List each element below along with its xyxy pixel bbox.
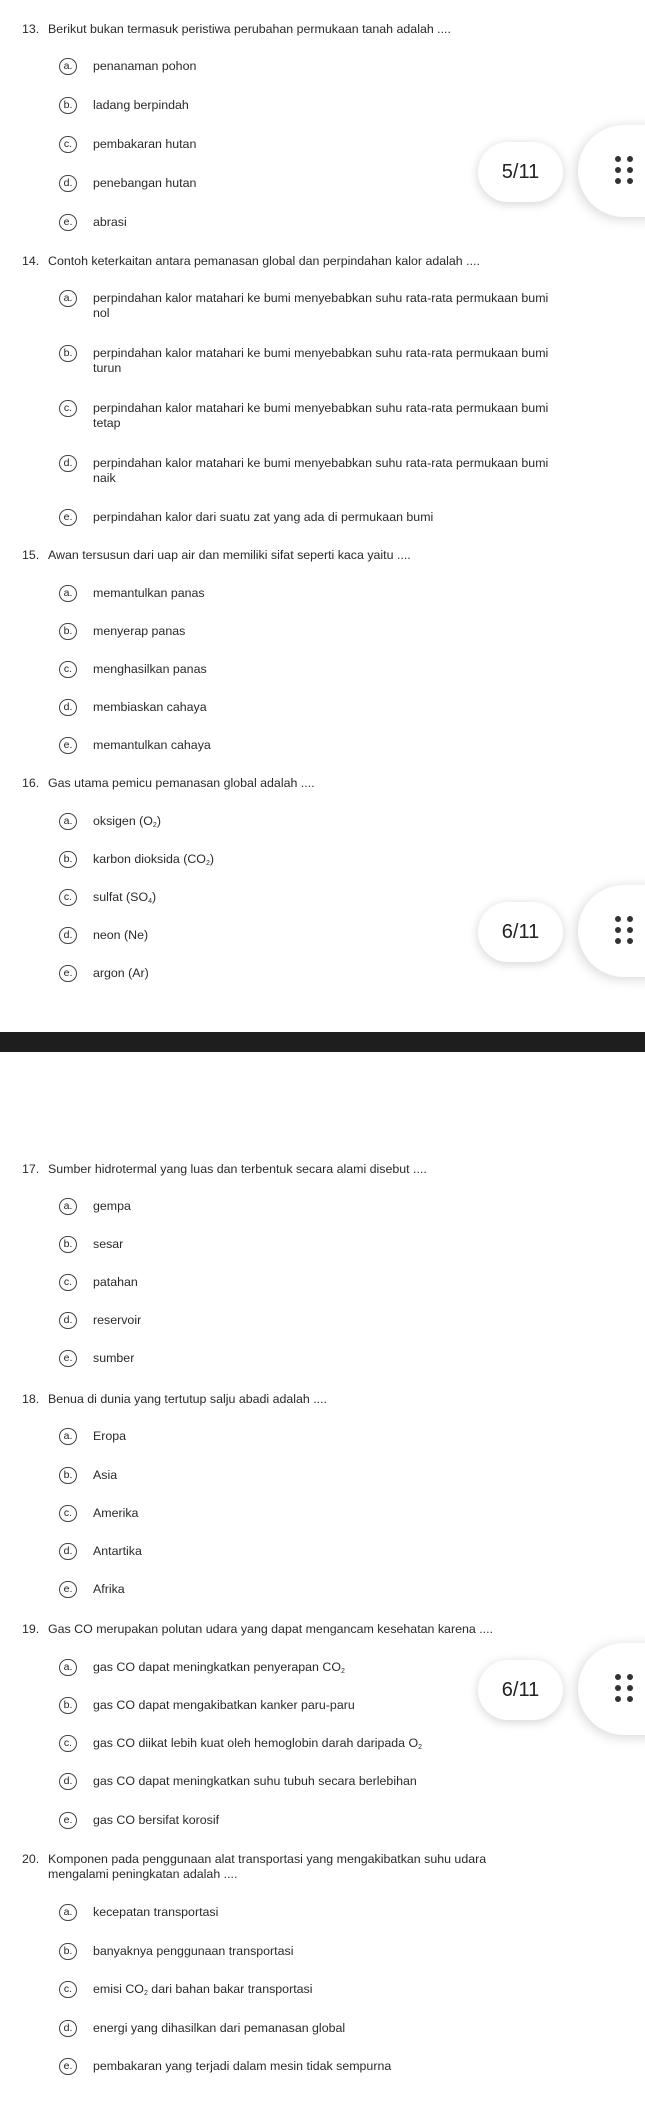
option-letter: c. <box>59 136 77 153</box>
option-19d[interactable]: d. gas CO dapat meningkatkan suhu tubuh secara berlebihan <box>59 1774 583 1789</box>
question-number: 15. <box>22 548 40 562</box>
more-dots-icon[interactable] <box>578 885 645 977</box>
option-16d[interactable]: d. neon (Ne) <box>59 928 583 943</box>
option-letter: e. <box>59 214 77 231</box>
option-19a[interactable]: a. gas CO dapat meningkatkan penyerapan $CO_2$ <box>59 1660 583 1679</box>
more-dots-icon[interactable] <box>578 125 645 217</box>
option-16b[interactable]: b. karbon dioksida $(CO_2)$ <box>59 852 583 871</box>
option-letter: b. <box>59 97 77 114</box>
option-16a[interactable]: a. oksigen $(O_2)$ <box>59 814 583 833</box>
question-15 <box>22 548 625 563</box>
option-letter: c. <box>59 1735 77 1752</box>
option-13b[interactable]: b. ladang berpindah <box>59 98 583 113</box>
option-18b[interactable]: b. Asia <box>59 1468 583 1483</box>
option-20b[interactable]: b. banyaknya penggunaan transportasi <box>59 1944 583 1959</box>
option-letter: b. <box>59 851 77 868</box>
option-letter: d. <box>59 1773 77 1790</box>
question-text: Sumber hidrotermal yang luas dan terbentuk secara alami disebut .... <box>48 1162 427 1176</box>
option-14e[interactable]: e. perpindahan kalor dari suatu zat yang ada di permukaan bumi <box>59 510 583 525</box>
option-letter: a. <box>59 1659 77 1676</box>
option-19b[interactable]: b. gas CO dapat mengakibatkan kanker paru-paru <box>59 1698 583 1713</box>
option-13c[interactable]: c. pembakaran hutan <box>59 137 583 152</box>
page-indicator[interactable]: 5/11 <box>478 142 563 202</box>
option-14d[interactable]: d. perpindahan kalor matahari ke bumi menyebabkan suhu rata-rata permukaan bumi naik <box>59 456 583 486</box>
option-letter: c. <box>59 1981 77 1998</box>
option-letter: a. <box>59 1904 77 1921</box>
option-letter: d. <box>59 455 77 472</box>
question-14 <box>22 254 625 269</box>
option-15e[interactable]: e. memantulkan cahaya <box>59 738 583 753</box>
option-14c[interactable]: c. perpindahan kalor matahari ke bumi menyebabkan suhu rata-rata permukaan bumi tetap <box>59 401 583 431</box>
option-letter: b. <box>59 1943 77 1960</box>
option-19c[interactable]: c. gas CO diikat lebih kuat oleh hemoglobin darah daripada $O_2$ <box>59 1736 583 1755</box>
option-14a[interactable]: a. perpindahan kalor matahari ke bumi menyebabkan suhu rata-rata permukaan bumi nol <box>59 291 583 321</box>
question-number: 18. <box>22 1392 40 1406</box>
option-letter: c. <box>59 661 77 678</box>
page-indicator[interactable]: 6/11 <box>478 902 563 962</box>
question-text-cont: mengalami peningkatan adalah .... <box>48 1867 238 1881</box>
option-letter: a. <box>59 58 77 75</box>
option-letter: e. <box>59 737 77 754</box>
option-17e[interactable]: e. sumber <box>59 1351 583 1366</box>
option-17d[interactable]: d. reservoir <box>59 1313 583 1328</box>
option-15b[interactable]: b. menyerap panas <box>59 624 583 639</box>
option-letter: d. <box>59 927 77 944</box>
option-13a[interactable]: a. penanaman pohon <box>59 59 583 74</box>
option-18c[interactable]: c. Amerika <box>59 1506 583 1521</box>
option-letter: c. <box>59 400 77 417</box>
option-17c[interactable]: c. patahan <box>59 1275 583 1290</box>
option-15a[interactable]: a. memantulkan panas <box>59 586 583 601</box>
option-letter: d. <box>59 175 77 192</box>
option-13e[interactable]: e. abrasi <box>59 215 583 230</box>
option-20c[interactable]: c. emisi $CO_2$ dari bahan bakar transportasi <box>59 1982 583 2001</box>
question-number: 14. <box>22 254 40 268</box>
option-letter: e. <box>59 2058 77 2075</box>
option-letter: b. <box>59 345 77 362</box>
option-17a[interactable]: a. gempa <box>59 1199 583 1214</box>
question-19 <box>22 1622 625 1637</box>
question-18 <box>22 1392 625 1407</box>
question-13 <box>22 22 625 37</box>
more-dots-icon[interactable] <box>578 1643 645 1735</box>
question-number: 19. <box>22 1622 40 1636</box>
option-letter: b. <box>59 1467 77 1484</box>
option-20a[interactable]: a. kecepatan transportasi <box>59 1905 583 1920</box>
option-18d[interactable]: d. Antartika <box>59 1544 583 1559</box>
option-letter: d. <box>59 2020 77 2037</box>
question-text: Gas CO merupakan polutan udara yang dapat mengancam kesehatan karena .... <box>48 1622 493 1636</box>
option-17b[interactable]: b. sesar <box>59 1237 583 1252</box>
option-13d[interactable]: d. penebangan hutan <box>59 176 583 191</box>
question-text: Komponen pada penggunaan alat transportasi yang mengakibatkan suhu udara <box>48 1852 487 1866</box>
question-text: Benua di dunia yang tertutup salju abadi adalah .... <box>48 1392 327 1406</box>
option-letter: a. <box>59 585 77 602</box>
option-letter: e. <box>59 1581 77 1598</box>
question-number: 16. <box>22 776 40 790</box>
screenshot-divider <box>0 1032 645 1052</box>
option-letter: d. <box>59 699 77 716</box>
option-letter: e. <box>59 1812 77 1829</box>
option-16e[interactable]: e. argon (Ar) <box>59 966 583 981</box>
question-text: Contoh keterkaitan antara pemanasan global dan perpindahan kalor adalah .... <box>48 254 480 268</box>
option-letter: d. <box>59 1312 77 1329</box>
question-number: 20. <box>22 1852 40 1866</box>
option-letter: a. <box>59 290 77 307</box>
option-16c[interactable]: c. sulfat $(SO_4)$ <box>59 890 583 909</box>
option-letter: a. <box>59 813 77 830</box>
option-letter: d. <box>59 1543 77 1560</box>
option-14b[interactable]: b. perpindahan kalor matahari ke bumi menyebabkan suhu rata-rata permukaan bumi turun <box>59 346 583 376</box>
question-17 <box>22 1162 625 1177</box>
option-letter: c. <box>59 889 77 906</box>
question-16 <box>22 776 625 791</box>
option-letter: e. <box>59 1350 77 1367</box>
option-15c[interactable]: c. menghasilkan panas <box>59 662 583 677</box>
page-indicator[interactable]: 6/11 <box>478 1660 563 1720</box>
question-20 <box>22 1852 625 1882</box>
option-letter: b. <box>59 623 77 640</box>
option-15d[interactable]: d. membiaskan cahaya <box>59 700 583 715</box>
option-letter: a. <box>59 1198 77 1215</box>
option-letter: b. <box>59 1697 77 1714</box>
option-18a[interactable]: a. Eropa <box>59 1429 583 1444</box>
option-letter: e. <box>59 509 77 526</box>
option-19e[interactable]: e. gas CO bersifat korosif <box>59 1813 583 1828</box>
question-text: Gas utama pemicu pemanasan global adalah .... <box>48 776 315 790</box>
question-number: 17. <box>22 1162 40 1176</box>
option-letter: c. <box>59 1274 77 1291</box>
question-text: Berikut bukan termasuk peristiwa perubahan permukaan tanah adalah .... <box>48 22 451 36</box>
option-letter: b. <box>59 1236 77 1253</box>
question-text: Awan tersusun dari uap air dan memiliki sifat seperti kaca yaitu .... <box>48 548 411 562</box>
option-letter: c. <box>59 1505 77 1522</box>
option-20d[interactable]: d. energi yang dihasilkan dari pemanasan global <box>59 2021 583 2036</box>
option-letter: e. <box>59 965 77 982</box>
option-18e[interactable]: e. Afrika <box>59 1582 583 1597</box>
option-letter: a. <box>59 1428 77 1445</box>
option-20e[interactable]: e. pembakaran yang terjadi dalam mesin tidak sempurna <box>59 2059 583 2074</box>
question-number: 13. <box>22 22 40 36</box>
